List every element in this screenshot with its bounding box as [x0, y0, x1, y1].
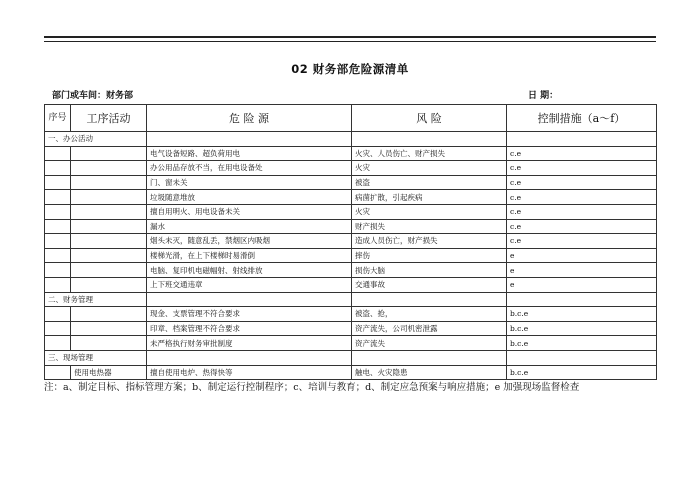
header-control: 控制措施（a～f） — [507, 105, 657, 132]
activity-cell — [71, 161, 147, 176]
header-activity: 工序活动 — [71, 105, 147, 132]
control-cell: c.e — [507, 146, 657, 161]
seq-cell — [45, 146, 71, 161]
hazard-cell: 办公用品存放不当，在用电设备处 — [147, 161, 352, 176]
hazard-cell: 漏水 — [147, 219, 352, 234]
activity-cell — [71, 204, 147, 219]
hazard-cell: 上下班交通违章 — [147, 277, 352, 292]
control-cell: b.c.e — [507, 336, 657, 351]
footnote: 注：a、制定目标、指标管理方案；b、制定运行控制程序；c、培训与教育；d、制定应急预案与响应措施；e 加强现场监督检查 — [44, 382, 580, 393]
section-empty-cell — [352, 132, 507, 147]
activity-cell — [71, 307, 147, 322]
header-seq: 序号 — [45, 105, 71, 132]
risk-cell: 摔伤 — [352, 248, 507, 263]
seq-cell — [45, 204, 71, 219]
control-cell: c.e — [507, 219, 657, 234]
hazard-cell: 门、窗未关 — [147, 175, 352, 190]
table-row — [45, 277, 657, 292]
control-cell: e — [507, 248, 657, 263]
risk-cell: 损伤大脑 — [352, 263, 507, 278]
seq-cell — [45, 248, 71, 263]
hazard-cell: 楼梯光滑，在上下楼梯时易滑倒 — [147, 248, 352, 263]
activity-cell — [71, 277, 147, 292]
hazard-cell: 垃圾随意堆放 — [147, 190, 352, 205]
activity-cell — [71, 234, 147, 249]
risk-cell: 被盗 — [352, 175, 507, 190]
table-row — [45, 219, 657, 234]
table-row — [45, 321, 657, 336]
seq-cell — [45, 263, 71, 278]
activity-cell: 使用电热器 — [71, 365, 147, 380]
control-cell: c.e — [507, 175, 657, 190]
seq-cell — [45, 161, 71, 176]
seq-cell — [45, 336, 71, 351]
section-title: 二、财务管理 — [45, 292, 147, 307]
header-risk: 风 险 — [352, 105, 507, 132]
seq-cell — [45, 234, 71, 249]
table-body — [45, 132, 657, 380]
seq-cell — [45, 190, 71, 205]
activity-cell — [71, 263, 147, 278]
hazard-table — [44, 104, 657, 380]
seq-cell — [45, 219, 71, 234]
risk-cell: 资产流失 — [352, 336, 507, 351]
table-header-row — [45, 105, 657, 132]
section-row — [45, 350, 657, 365]
section-empty-cell — [507, 132, 657, 147]
risk-cell: 财产损失 — [352, 219, 507, 234]
section-empty-cell — [147, 350, 352, 365]
activity-cell — [71, 321, 147, 336]
section-title: 三、现场管理 — [45, 350, 147, 365]
activity-cell — [71, 219, 147, 234]
table-row — [45, 161, 657, 176]
table-row — [45, 175, 657, 190]
control-cell: c.e — [507, 234, 657, 249]
risk-cell: 触电、火灾隐患 — [352, 365, 507, 380]
date-label: 日 期： — [528, 91, 559, 101]
seq-cell — [45, 365, 71, 380]
header-hazard: 危 险 源 — [147, 105, 352, 132]
table-row — [45, 263, 657, 278]
hazard-cell: 印章、档案管理不符合要求 — [147, 321, 352, 336]
activity-cell — [71, 248, 147, 263]
activity-cell — [71, 175, 147, 190]
control-cell: b.c.e — [507, 321, 657, 336]
table-row — [45, 365, 657, 380]
section-empty-cell — [507, 350, 657, 365]
section-empty-cell — [352, 292, 507, 307]
hazard-cell: 电脑、复印机电磁幅射、射线排放 — [147, 263, 352, 278]
hazard-cell: 电气设备短路、超负荷用电 — [147, 146, 352, 161]
risk-cell: 造成人员伤亡，财产损失 — [352, 234, 507, 249]
hazard-cell: 现金、支票管理不符合要求 — [147, 307, 352, 322]
seq-cell — [45, 175, 71, 190]
page-title: 02 财务部危险源清单 — [291, 62, 409, 76]
table-row — [45, 307, 657, 322]
control-cell: b.c.e — [507, 307, 657, 322]
table-row — [45, 146, 657, 161]
table-row — [45, 190, 657, 205]
risk-cell: 病菌扩散，引起疾病 — [352, 190, 507, 205]
activity-cell — [71, 190, 147, 205]
control-cell: e — [507, 263, 657, 278]
section-empty-cell — [147, 132, 352, 147]
section-empty-cell — [352, 350, 507, 365]
table-row — [45, 336, 657, 351]
hazard-cell: 未严格执行财务审批制度 — [147, 336, 352, 351]
section-empty-cell — [507, 292, 657, 307]
hazard-cell: 擅自使用电炉、热得快等 — [147, 365, 352, 380]
risk-cell: 被盗、抢， — [352, 307, 507, 322]
risk-cell: 交通事故 — [352, 277, 507, 292]
hazard-cell: 烟头未灭，随意乱丢，禁烟区内吸烟 — [147, 234, 352, 249]
section-empty-cell — [147, 292, 352, 307]
section-row — [45, 292, 657, 307]
table-row — [45, 204, 657, 219]
control-cell: e — [507, 277, 657, 292]
risk-cell: 火灾、人员伤亡、财产损失 — [352, 146, 507, 161]
activity-cell — [71, 336, 147, 351]
seq-cell — [45, 307, 71, 322]
risk-cell: 火灾 — [352, 161, 507, 176]
control-cell: c.e — [507, 204, 657, 219]
department-label: 部门或车间：财务部 — [52, 91, 134, 101]
header-rule-thin — [44, 41, 656, 42]
table-row — [45, 234, 657, 249]
section-title: 一、办公活动 — [45, 132, 147, 147]
header-rule-thick — [44, 36, 656, 38]
table-row — [45, 248, 657, 263]
section-row — [45, 132, 657, 147]
activity-cell — [71, 146, 147, 161]
control-cell: b.c.e — [507, 365, 657, 380]
control-cell: c.e — [507, 190, 657, 205]
risk-cell: 资产流失，公司机密泄露 — [352, 321, 507, 336]
hazard-cell: 擅自用明火、用电设备未关 — [147, 204, 352, 219]
risk-cell: 火灾 — [352, 204, 507, 219]
seq-cell — [45, 321, 71, 336]
control-cell: c.e — [507, 161, 657, 176]
seq-cell — [45, 277, 71, 292]
